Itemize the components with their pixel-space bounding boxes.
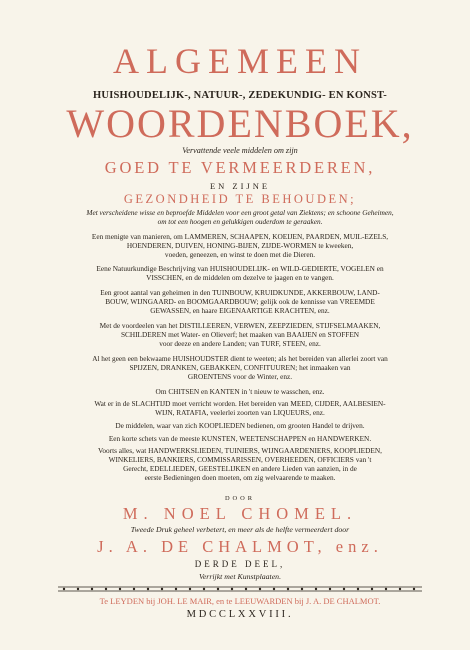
paragraph-remedies: [40, 208, 440, 226]
paragraph-gardening: [40, 288, 440, 315]
text-line: SPIJZEN, DRANKEN, GEBAKKEN, CONFITUUREN; het inmaaken van: [129, 363, 351, 372]
text-line: eerste Bedieningen doen moeten, om zig welvaarende te maaken.: [144, 473, 336, 482]
paragraph-slaughter: [40, 399, 440, 417]
paragraph-arts: [40, 434, 440, 443]
text-line: Een menigte van manieren, om LAMMEREN, SCHAAPEN, KOEIJEN, PAARDEN, MUIL-EZELS,: [91, 232, 389, 241]
edition-note: Tweede Druk geheel verbetert, en meer als de helfte vermeerdert door: [130, 525, 350, 534]
text-line: VISSCHEN, en de middelen om dezelve te jaagen en te vangen.: [146, 273, 334, 282]
text-line: Een korte schets van de meeste KUNSTEN, WEETENSCHAPPEN en HANDWERKEN.: [108, 434, 372, 443]
paragraph-crafts: [40, 321, 440, 348]
author-chalmot: J. A. DE CHALMOT, enz.: [97, 537, 383, 556]
paragraph-natural-history: [40, 264, 440, 282]
text-line: Voorts alles, wat HANDWERKSLIEDEN, TUINIERS, WIJNGAARDENIERS, KOOPLIEDEN,: [98, 446, 382, 455]
plates-note: Verrijkt met Kunstplaaten.: [198, 572, 282, 581]
paragraph-professions: [40, 446, 440, 482]
paragraph-animals: [40, 232, 440, 259]
text-line: GEWASSEN, en haare EIGENAARTIGE KRACHTEN, enz.: [150, 306, 330, 315]
subtitle-gezondheid: GEZONDHEID TE BEHOUDEN;: [123, 192, 357, 206]
author-chomel: M. NOEL CHOMEL.: [122, 504, 358, 523]
text-line: Wat er in de SLACHTIJD moet verricht worden. Het bereiden van MEED, CIJDER, AALBESIEN-: [94, 399, 386, 408]
subtitle-goed: GOED TE VERMEERDEREN,: [104, 158, 376, 177]
text-line: Eene Natuurkundige Beschrijving van HUISHOUDELIJK- en WILD-GEDIERTE, VOGELEN en: [96, 264, 384, 273]
text-line: De middelen, waar van zich KOOPLIEDEN bedienen, om grooten Handel te drijven.: [115, 421, 365, 430]
paragraph-housekeeping: [40, 354, 440, 381]
title-sheet: [40, 18, 440, 630]
ornamental-rule: [58, 585, 422, 593]
imprint: Te LEYDEN bij JOH. LE MAIR, en te LEEUWARDEN bij J. A. DE CHALMOT.: [99, 596, 381, 606]
text-line: Om CHITSEN en KANTEN in 't nieuw te wasschen, enz.: [155, 387, 325, 396]
text-line: WINKELIERS, BANKIERS, COMMISSARISSEN, OVERHEEDEN, OFFICIERS van 't: [108, 455, 372, 464]
text-line: GROENTENS voor de Winter, enz.: [187, 372, 293, 381]
text-line: voeden, geneezen, en winst te doen met die Dieren.: [164, 250, 316, 259]
by-line: DOOR: [224, 495, 256, 502]
subtitle-intro: Vervattende veele middelen om zijn: [182, 146, 298, 155]
text-line: om tot een hoogen en gelukkigen ouderdom te geraaken.: [157, 217, 323, 226]
text-line: HOENDEREN, DUIVEN, HONING-BIJEN, ZIJDE-WORMEN te kweeken,: [126, 241, 354, 250]
text-line: Al het geen een bekwaame HUISHOUDSTER dient te weeten; als het bereiden van allerlei zoort van: [92, 354, 388, 363]
text-line: voor deeze en andere Landen; van TURF, STEEN, enz.: [159, 339, 321, 348]
text-line: Gerecht, EDELLIEDEN, GEESTELIJKEN en andere Lieden van aanzien, in de: [123, 464, 357, 473]
paragraph-washing: [40, 387, 440, 396]
text-line: SCHILDEREN met Water- en Olieverf; het maaken van BAAIJEN en STOFFEN: [120, 330, 360, 339]
text-line: Met verscheidene wisse en beproefde Middelen voor een groot getal van Ziektens; en schoone Geheimen,: [86, 208, 394, 217]
text-line: BOUW, WIJNGAARD- en BOOMGAARDBOUW; gelijk ook de kennisse van VREEMDE: [105, 297, 375, 306]
title-woordenboek: WOORDENBOEK,: [66, 101, 414, 146]
volume-label: DERDE DEEL,: [194, 559, 286, 569]
title-subject-line: HUISHOUDELIJK-, NATUUR-, ZEDEKUNDIG- EN KONST-: [93, 90, 387, 101]
text-line: WIJN, RATAFIA, veelerlei zoorten van LIQUEURS, enz.: [155, 408, 325, 417]
paragraph-merchants: [40, 421, 440, 430]
text-line: Met de voordeelen van het DISTILLEEREN, VERWEN, ZEEPZIEDEN, STIJFSELMAAKEN,: [99, 321, 381, 330]
publication-year: MDCCLXXVIII.: [186, 609, 294, 620]
title-algemeen: ALGEMEEN: [113, 41, 367, 81]
subtitle-en-zijne: EN ZIJNE: [209, 181, 271, 191]
text-line: Een groot aantal van geheimen in den TUINBOUW, KRUIDKUNDE, AKKERBOUW, LAND-: [100, 288, 380, 297]
